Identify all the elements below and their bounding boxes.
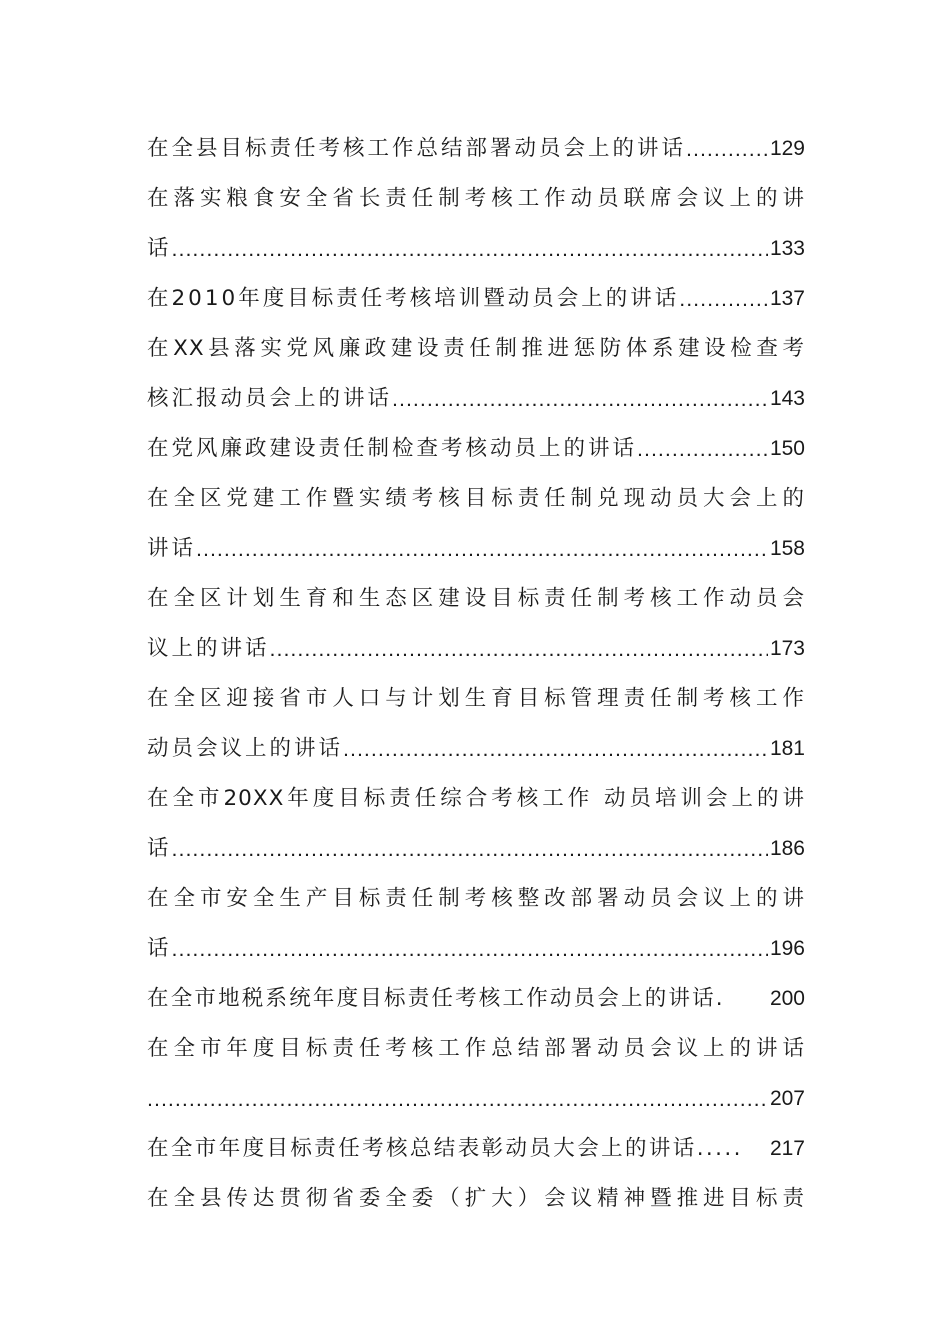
toc-page-number: 181 — [769, 737, 805, 760]
toc-entry-title: 在全市安全生产目标责任制考核整改部署动员会议上的讲 — [147, 886, 805, 911]
toc-page-number: 150 — [769, 437, 805, 460]
toc-entry-continuation[interactable] — [147, 824, 805, 874]
toc-entry-title: 在全市年度目标责任考核工作总结部署动员会议上的讲话 — [147, 1036, 805, 1061]
toc-entry-title: 在全市地税系统年度目标责任考核工作动员会上的讲话. — [147, 986, 725, 1011]
toc-entry-title: 在落实粮食安全省长责任制考核工作动员联席会议上的讲 — [147, 186, 805, 211]
toc-entry-title-cont: 核汇报动员会上的讲话 — [147, 386, 393, 411]
toc-entry-title: 在全区计划生育和生态区建设目标责任制考核工作动员会 — [147, 586, 805, 611]
toc-entry-title: 在全县目标责任考核工作总结部署动员会上的讲话 — [147, 136, 687, 161]
toc-entry[interactable] — [147, 774, 805, 824]
toc-page-number: 129 — [769, 137, 805, 160]
toc-entry-continuation[interactable] — [147, 624, 805, 674]
toc-entry-title-cont: 动员会议上的讲话 — [147, 736, 344, 761]
toc-entry-title: 在全市年度目标责任考核总结表彰动员大会上的讲话..... — [147, 1136, 743, 1161]
toc-entry[interactable] — [147, 1124, 805, 1174]
toc-entry-continuation[interactable] — [147, 724, 805, 774]
toc-dot-leader — [270, 624, 768, 674]
toc-dot-leader — [172, 824, 768, 874]
toc-page-number: 173 — [769, 637, 805, 660]
toc-entry-title-cont: 讲话 — [147, 536, 197, 561]
toc-entry[interactable] — [147, 274, 805, 324]
toc-entry[interactable] — [147, 124, 805, 174]
toc-entry-title: 在全市20XX年度目标责任综合考核工作 动员培训会上的讲 — [147, 786, 805, 811]
toc-entry-title: 在全区迎接省市人口与计划生育目标管理责任制考核工作 — [147, 686, 805, 711]
toc-entry-title-cont: 话 — [147, 236, 172, 261]
toc-page-number: 143 — [769, 387, 805, 410]
toc-entry-continuation[interactable] — [147, 1074, 805, 1124]
toc-entry-title: 在党风廉政建设责任制检查考核动员上的讲话 — [147, 436, 638, 461]
toc-page-number: 158 — [769, 537, 805, 560]
toc-entry[interactable] — [147, 474, 805, 524]
toc-page-number: 186 — [769, 837, 805, 860]
toc-dot-leader — [679, 274, 768, 324]
toc-entry[interactable] — [147, 874, 805, 924]
toc-entry-continuation[interactable] — [147, 224, 805, 274]
toc-dot-leader — [172, 224, 768, 274]
toc-entry-title-cont: 话 — [147, 936, 172, 961]
toc-dot-leader — [343, 724, 768, 774]
toc-entry-continuation[interactable] — [147, 374, 805, 424]
toc-page-number: 196 — [769, 937, 805, 960]
toc-entry[interactable] — [147, 324, 805, 374]
toc-entry[interactable] — [147, 1024, 805, 1074]
table-of-contents — [147, 124, 805, 1224]
toc-dot-leader — [172, 924, 768, 974]
toc-entry[interactable] — [147, 174, 805, 224]
toc-entry[interactable] — [147, 574, 805, 624]
toc-page-number: 200 — [769, 987, 805, 1010]
toc-entry-title-cont: 话 — [147, 836, 172, 861]
toc-dot-leader — [147, 1074, 768, 1124]
toc-entry-title: 在XX县落实党风廉政建设责任制推进惩防体系建设检查考 — [147, 336, 805, 361]
toc-dot-leader — [196, 524, 768, 574]
toc-entry[interactable] — [147, 1174, 805, 1224]
toc-entry[interactable] — [147, 674, 805, 724]
toc-entry[interactable] — [147, 974, 805, 1024]
toc-page-number: 133 — [769, 237, 805, 260]
toc-entry-title: 在全区党建工作暨实绩考核目标责任制兑现动员大会上的 — [147, 486, 805, 511]
toc-entry-title: 在全县传达贯彻省委全委（扩大）会议精神暨推进目标责 — [147, 1186, 805, 1211]
toc-page-number: 207 — [769, 1087, 805, 1110]
toc-entry-continuation[interactable] — [147, 924, 805, 974]
toc-entry-title: 在2010年度目标责任考核培训暨动员会上的讲话 — [147, 286, 680, 311]
toc-entry-continuation[interactable] — [147, 524, 805, 574]
toc-dot-leader — [686, 124, 768, 174]
toc-dot-leader — [637, 424, 768, 474]
toc-page-number: 217 — [769, 1137, 805, 1160]
toc-page-number: 137 — [769, 287, 805, 310]
toc-entry[interactable] — [147, 424, 805, 474]
toc-entry-title-cont: 议上的讲话 — [147, 636, 270, 661]
toc-dot-leader — [392, 374, 768, 424]
